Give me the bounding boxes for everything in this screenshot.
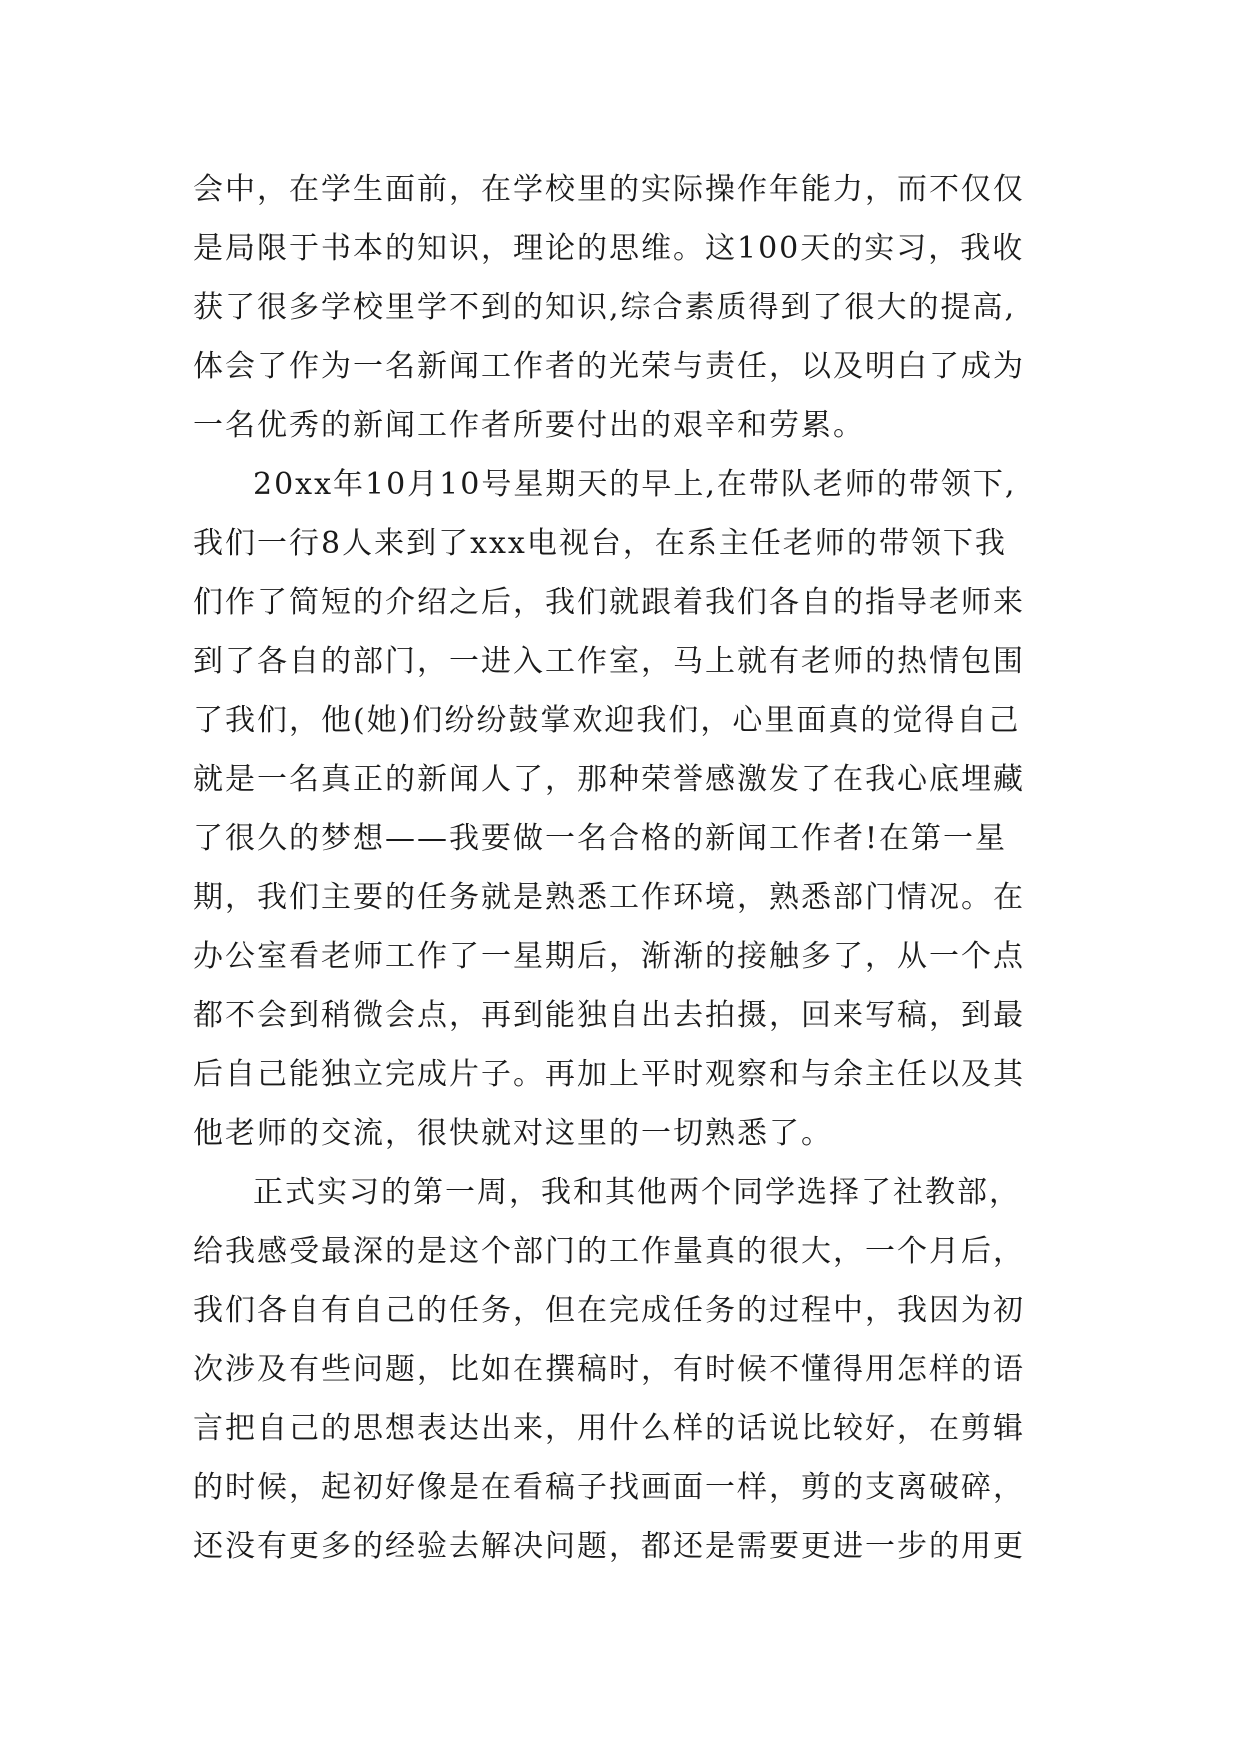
text-line: 我们各自有自己的任务，但在完成任务的过程中，我因为初 (193, 1293, 1025, 1328)
text-line: 给我感受最深的是这个部门的工作量真的很大，一个月后， (193, 1234, 1025, 1269)
document-body (193, 160, 1073, 1576)
text-line: 后自己能独立完成片子。再加上平时观察和与余主任以及其 (193, 1057, 1025, 1092)
text-line: 到了各自的部门，一进入工作室，马上就有老师的热情包围 (193, 644, 1025, 679)
text-line: 办公室看老师工作了一星期后，渐渐的接触多了，从一个点 (193, 939, 1025, 974)
paragraph-start-line: 正式实习的第一周，我和其他两个同学选择了社教部， (253, 1175, 1021, 1210)
text-line: 一名优秀的新闻工作者所要付出的艰辛和劳累。 (193, 408, 865, 443)
text-line: 次涉及有些问题，比如在撰稿时，有时候不懂得用怎样的语 (193, 1352, 1025, 1387)
text-line: 了我们，他(她)们纷纷鼓掌欢迎我们，心里面真的觉得自己 (193, 703, 1021, 738)
text-line: 都不会到稍微会点，再到能独自出去拍摄，回来写稿，到最 (193, 998, 1025, 1033)
text-line: 获了很多学校里学不到的知识,综合素质得到了很大的提高, (193, 290, 1017, 325)
text-line: 体会了作为一名新闻工作者的光荣与责任，以及明白了成为 (193, 349, 1025, 384)
text-line: 的时候，起初好像是在看稿子找画面一样，剪的支离破碎， (193, 1470, 1025, 1505)
text-line: 会中，在学生面前，在学校里的实际操作年能力，而不仅仅 (193, 172, 1025, 207)
text-line: 言把自己的思想表达出来，用什么样的话说比较好，在剪辑 (193, 1411, 1025, 1446)
text-line: 还没有更多的经验去解决问题，都还是需要更进一步的用更 (193, 1529, 1025, 1564)
text-line: 我们一行8人来到了xxx电视台，在系主任老师的带领下我 (193, 526, 1007, 561)
text-line: 了很久的梦想——我要做一名合格的新闻工作者!在第一星 (193, 821, 1008, 856)
text-line: 他老师的交流，很快就对这里的一切熟悉了。 (193, 1116, 833, 1151)
text-line: 是局限于书本的知识，理论的思维。这100天的实习，我收 (193, 231, 1025, 266)
paragraph-start-line: 20xx年10月10号星期天的早上,在带队老师的带领下, (253, 467, 1017, 502)
text-line: 期，我们主要的任务就是熟悉工作环境，熟悉部门情况。在 (193, 880, 1025, 915)
text-line: 们作了简短的介绍之后，我们就跟着我们各自的指导老师来 (193, 585, 1025, 620)
text-line: 就是一名真正的新闻人了，那种荣誉感激发了在我心底埋藏 (193, 762, 1025, 797)
